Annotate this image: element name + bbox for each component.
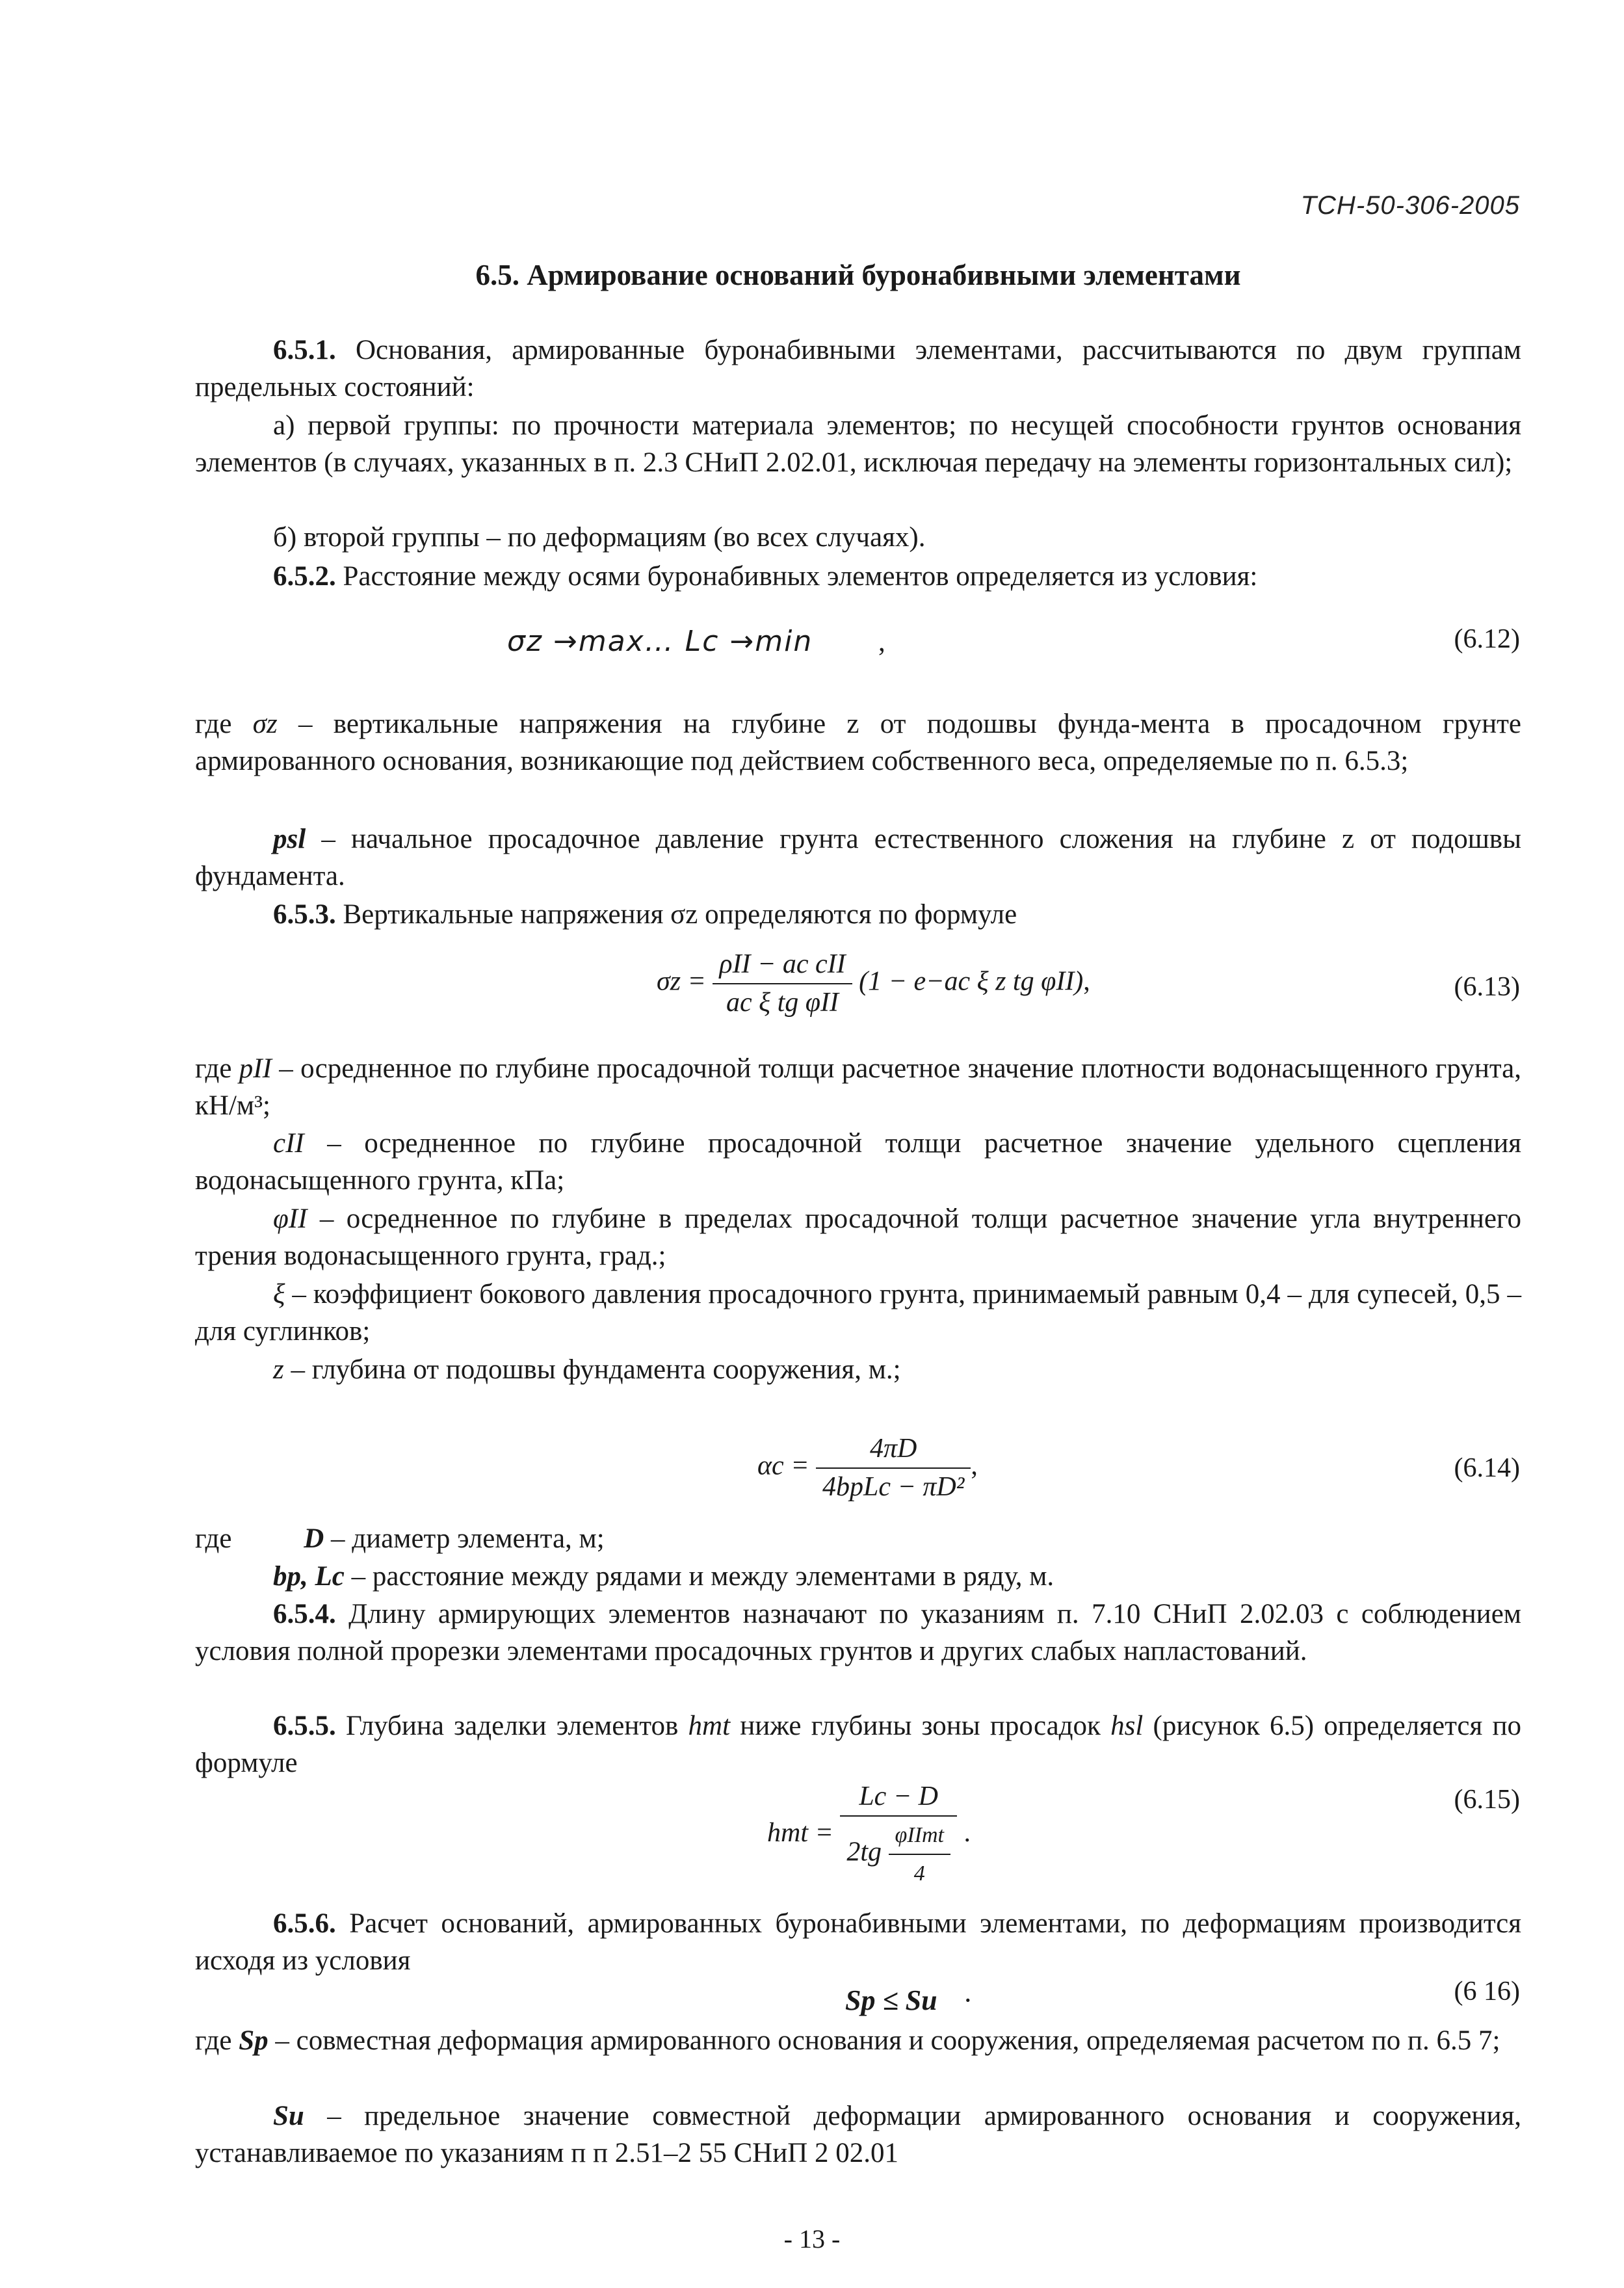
where-psl — [195, 821, 1521, 895]
inner-denominator: 4 — [889, 1854, 950, 1892]
equation-6-15-lhs: hmt = — [767, 1818, 833, 1848]
symbol-bp-lc: bp, Lc — [273, 1561, 345, 1592]
symbol-rho: pII — [239, 1053, 272, 1084]
symbol-c: cII — [273, 1128, 304, 1159]
equation-6-15-number: (6.15) — [1454, 1785, 1520, 1815]
clause-number: 6.5.2. — [273, 561, 336, 592]
paragraph-6-5-2 — [195, 558, 1521, 595]
equation-6-14-lhs: αc = — [757, 1451, 809, 1481]
equation-6-15 — [767, 1778, 971, 1892]
paragraph-6-5-4 — [195, 1596, 1521, 1670]
paragraph-6-5-5 — [195, 1707, 1521, 1782]
clause-number: 6.5.4. — [273, 1599, 336, 1629]
denominator-prefix: 2tg — [846, 1837, 882, 1867]
clause-number: 6.5.6. — [273, 1908, 336, 1939]
symbol-z: z — [273, 1354, 284, 1385]
equation-6-14 — [757, 1430, 978, 1506]
where-bl-text: – расстояние между рядами и между элементами в ряду, м. — [344, 1561, 1054, 1592]
where-prefix: где — [195, 1523, 239, 1554]
fraction-denominator: ac ξ tg φII — [713, 983, 852, 1021]
where-su — [195, 2097, 1521, 2172]
paragraph-6-5-6 — [195, 1905, 1521, 1979]
symbol-sigma-z: σz — [252, 709, 278, 739]
clause-text: Вертикальные напряжения σz определяются по формуле — [335, 899, 1017, 930]
where-phi — [195, 1200, 1521, 1274]
where-d-text: – диаметр элемента, м; — [324, 1523, 605, 1554]
where-z — [195, 1351, 1521, 1388]
clause-text: Основания, армированные буронабивными элементами, рассчитываются по двум группам предельных состояний: — [195, 335, 1521, 402]
page-number: - 13 - — [783, 2224, 841, 2254]
symbol-psl: psl — [273, 824, 306, 854]
clause-text: Расстояние между осями буронабивных элементов определяется из условия: — [335, 561, 1258, 592]
equation-6-15-fraction — [840, 1778, 957, 1892]
where-d — [195, 1520, 1521, 1557]
fraction-denominator: 4bpLc − πD² — [816, 1467, 971, 1506]
where-sigma-text: – вертикальные напряжения на глубине z от подошвы фунда-мента в просадочном грунте армированного основания, возникающие под действием собственного веса, определяемые по п. 6.5.3; — [195, 709, 1521, 776]
symbol-xi: ξ — [273, 1279, 285, 1309]
where-sigma — [195, 705, 1521, 780]
where-z-text: – глубина от подошвы фундамента сооружения, м.; — [283, 1354, 901, 1385]
inner-numerator: φIImt — [895, 1823, 944, 1847]
document-id: ТСН-50-306-2005 — [1300, 191, 1520, 220]
inner-fraction — [889, 1817, 950, 1892]
where-rho-text: – осредненное по глубине просадочной толщи расчетное значение плотности водонасыщенного грунта, кН/м³; — [195, 1053, 1521, 1121]
clause-text: Расчет оснований, армированных буронабивными элементами, по деформациям производится исходя из условия — [195, 1908, 1521, 1976]
equation-6-16-body: Sp ≤ Su — [845, 1984, 937, 2016]
where-bl — [195, 1558, 1521, 1595]
symbol-hmt: hmt — [688, 1711, 731, 1741]
symbol-phi: φII — [273, 1203, 308, 1234]
clause-text-end: (рисунок 6.5) определяется по формуле — [195, 1711, 1521, 1778]
equation-6-16-number: (6 16) — [1454, 1977, 1520, 2006]
where-sp — [195, 2022, 1521, 2059]
where-rho — [195, 1050, 1521, 1124]
equation-6-12-comma: , — [878, 627, 885, 657]
list-item-a: а) первой группы: по прочности материала элементов; по несущей способности грунтов основания элементов (в случаях, указанных в п. 2.3 СНиП 2.02.01, исключая передачу на элементы горизонтальных сил); — [195, 410, 1521, 478]
list-item-b: б) второй группы – по деформациям (во всех случаях). — [273, 522, 926, 553]
equation-6-16 — [845, 1982, 971, 2019]
equation-6-13-fraction — [713, 946, 852, 1021]
where-c — [195, 1125, 1521, 1199]
equation-6-16-mark: · — [963, 1984, 971, 2016]
where-psl-text: – начальное просадочное давление грунта естественного сложения на глубине z от подошвы фундамента. — [195, 824, 1522, 891]
clause-number: 6.5.5. — [273, 1711, 336, 1741]
where-c-text: – осредненное по глубине просадочной толщи расчетное значение удельного сцепления водонасыщенного грунта, кПа; — [195, 1128, 1521, 1196]
clause-text: Длину армирующих элементов назначают по указаниям п. 7.10 СНиП 2.02.03 с соблюдением условия полной прорезки элементами просадочных грунтов и других слабых напластований. — [195, 1599, 1521, 1666]
clause-text-cont: ниже глубины зоны просадок — [730, 1711, 1111, 1741]
symbol-su: Su — [273, 2101, 304, 2131]
equation-6-13-lhs: σz = — [657, 966, 706, 997]
where-prefix: где — [195, 709, 253, 739]
symbol-d: D — [304, 1523, 324, 1554]
equation-6-12-number: (6.12) — [1454, 624, 1520, 654]
symbol-hsl: hsl — [1110, 1711, 1144, 1741]
section-title: 6.5. Армирование оснований буронабивными элементами — [475, 259, 1241, 291]
fraction-numerator: ρII − ac cII — [719, 949, 846, 979]
equation-6-15-dot: . — [963, 1818, 971, 1848]
equation-6-13-factor: (1 − e−ac ξ z tg φII) — [859, 966, 1084, 997]
equation-6-14-comma: , — [971, 1451, 978, 1481]
where-sp-text: – совместная деформация армированного основания и сооружения, определяемая расчетом по п. 6.5 7; — [268, 2025, 1500, 2056]
symbol-sp: Sp — [239, 2025, 268, 2056]
fraction-numerator: Lc − D — [859, 1782, 938, 1811]
clause-number: 6.5.3. — [273, 899, 336, 930]
equation-6-12-body: σz →max… Lc →min — [507, 625, 813, 658]
paragraph-6-5-3 — [195, 896, 1521, 933]
equation-6-13 — [657, 946, 1090, 1021]
where-phi-text: – осредненное по глубине в пределах просадочной толщи расчетное значение угла внутреннего трения водонасыщенного грунта, град.; — [195, 1203, 1521, 1271]
equation-6-14-fraction — [816, 1430, 971, 1506]
equation-6-13-comma: , — [1083, 966, 1090, 997]
where-xi-text: – коэффициент бокового давления просадочного грунта, принимаемый равным 0,4 – для супесей, 0,5 – для суглинков; — [195, 1279, 1521, 1347]
equation-6-12 — [507, 623, 885, 661]
fraction-denominator — [840, 1815, 957, 1892]
where-prefix: где — [195, 2025, 239, 2056]
where-prefix: где — [195, 1053, 239, 1084]
fraction-numerator: 4πD — [870, 1434, 917, 1464]
equation-6-14-number: (6.14) — [1454, 1453, 1520, 1483]
clause-text: Глубина заделки элементов — [335, 1711, 688, 1741]
where-su-text: – предельное значение совместной деформации армированного основания и сооружения, устанавливаемое по указаниям п п 2.51–2 55 СНиП 2 02.01 — [195, 2101, 1521, 2168]
equation-6-13-number: (6.13) — [1454, 972, 1520, 1002]
clause-number: 6.5.1. — [273, 335, 336, 365]
paragraph-6-5-1 — [195, 332, 1521, 406]
where-xi — [195, 1276, 1521, 1350]
